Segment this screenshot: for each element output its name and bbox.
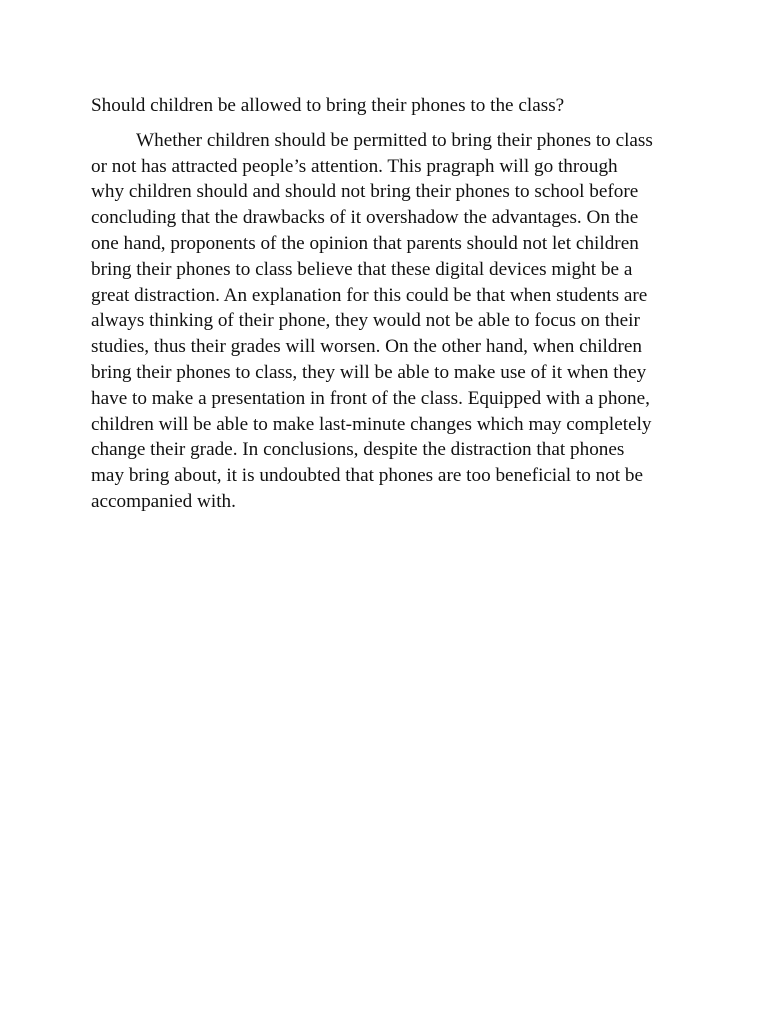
- paragraph-line: or not has attracted people’s attention. This pragraph will go through: [91, 155, 618, 177]
- paragraph-line: always thinking of their phone, they would not be able to focus on their: [91, 310, 640, 332]
- paragraph-line: children will be able to make last-minute changes which may completely: [91, 413, 652, 435]
- paragraph-line: one hand, proponents of the opinion that parents should not let children: [91, 232, 639, 254]
- paragraph-line: bring their phones to class, they will be able to make use of it when they: [91, 361, 647, 383]
- document-body: [91, 93, 691, 515]
- paragraph-line: bring their phones to class believe that these digital devices might be a: [91, 258, 633, 280]
- paragraph-line: Whether children should be permitted to bring their phones to class: [136, 129, 653, 151]
- paragraph-line: accompanied with.: [91, 490, 236, 512]
- paragraph-line: great distraction. An explanation for this could be that when students are: [91, 284, 648, 306]
- essay-question: Should children be allowed to bring their phones to the class?: [91, 95, 565, 116]
- paragraph-line: why children should and should not bring their phones to school before: [91, 181, 639, 203]
- paragraph-line: change their grade. In conclusions, despite the distraction that phones: [91, 439, 625, 461]
- paragraph-line: may bring about, it is undoubted that phones are too beneficial to not be: [91, 465, 644, 487]
- paragraph-line: studies, thus their grades will worsen. On the other hand, when children: [91, 336, 642, 358]
- paragraph-line: concluding that the drawbacks of it overshadow the advantages. On the: [91, 207, 639, 229]
- paragraph-line: have to make a presentation in front of the class. Equipped with a phone,: [91, 387, 650, 409]
- essay-paragraph: [91, 128, 691, 515]
